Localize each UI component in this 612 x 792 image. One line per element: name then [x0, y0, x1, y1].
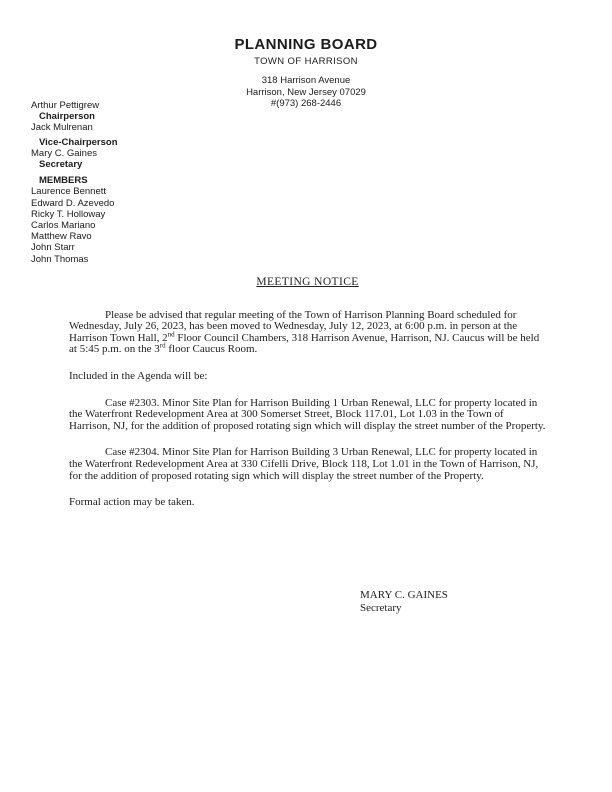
- roster-name-chairperson: Arthur Pettigrew: [31, 100, 100, 111]
- roster-member: Ricky T. Holloway: [31, 208, 106, 220]
- roster-title-vice-chairperson: Vice-Chairperson: [39, 136, 118, 148]
- intro-text-3: floor Caucus Room.: [165, 343, 258, 356]
- ordinal-superscript: rd: [159, 341, 166, 350]
- roster-member: Laurence Bennett: [31, 186, 107, 198]
- agenda-intro-line: Included in the Agenda will be:: [69, 369, 208, 382]
- address-line-1: 318 Harrison Avenue: [261, 75, 351, 86]
- roster-member: John Starr: [31, 242, 75, 254]
- roster-member: Edward D. Azevedo: [31, 197, 115, 209]
- org-title: PLANNING BOARD: [234, 36, 378, 53]
- ordinal-superscript: nd: [167, 330, 175, 339]
- notice-heading: MEETING NOTICE: [256, 276, 359, 288]
- phone-number: #(973) 268-2446: [270, 98, 342, 109]
- intro-text-2: Floor Council Chambers, 318 Harrison Avenue, Harrison, NJ. Caucus will be held at 5:45 p.m. on the 3: [69, 331, 540, 356]
- formal-action-line: Formal action may be taken.: [69, 496, 195, 509]
- org-subtitle: TOWN OF HARRISON: [254, 56, 358, 67]
- roster-title-secretary: Secretary: [39, 159, 83, 171]
- roster-name-vice-chairperson: Jack Mulrenan: [31, 122, 93, 134]
- agenda-case-2303: Case #2303. Minor Site Plan for Harrison Building 1 Urban Renewal, LLC for property located in the Waterfront Redevelopment Area at 300 Somerset Street, Block 117.01, Lot 1.03 in the Town of Harrison, NJ, for the addition of proposed rotating sign which will display the street number of the Property.: [69, 396, 546, 432]
- roster-member: Matthew Ravo: [31, 231, 92, 243]
- roster-member: Carlos Mariano: [31, 220, 96, 232]
- roster-title-chairperson: Chairperson: [39, 111, 95, 123]
- intro-text-1: Please be advised that regular meeting of the Town of Harrison Planning Board scheduled for Wednesday, July 26, 2023, has been moved to Wednesday, July 12, 2023, at 6:00 p.m. in person at the Harrison Town Hall, 2: [69, 308, 518, 344]
- roster-members-heading: MEMBERS: [39, 175, 88, 187]
- signature-title: Secretary: [360, 602, 402, 614]
- notice-body: [69, 277, 546, 524]
- roster-member: John Thomas: [31, 253, 89, 265]
- notice-intro-paragraph: [69, 310, 546, 356]
- signature-name: MARY C. GAINES: [360, 589, 448, 601]
- letterhead: [0, 36, 612, 110]
- agenda-case-2304: Case #2304. Minor Site Plan for Harrison Building 3 Urban Renewal, LLC for property located in the Waterfront Redevelopment Area at 330 Cifelli Drive, Block 118, Lot 1.01 in the Town of Harrison, NJ, for the addition of proposed rotating sign which will display the street number of the Property.: [69, 446, 539, 482]
- roster-name-secretary: Mary C. Gaines: [31, 147, 97, 159]
- signature-block: [360, 589, 448, 615]
- board-roster: [31, 100, 118, 265]
- address-line-2: Harrison, New Jersey 07029: [246, 86, 366, 98]
